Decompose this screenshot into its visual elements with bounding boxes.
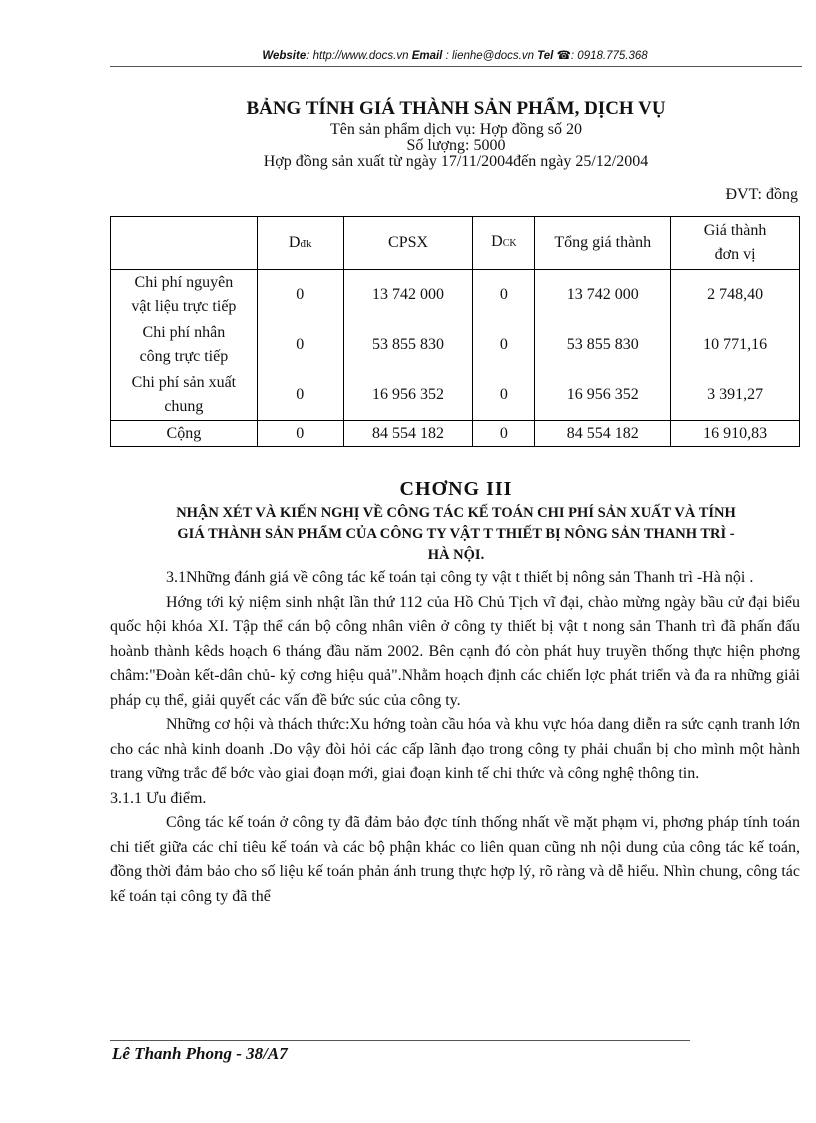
cell-cpsx: 53 855 830 xyxy=(343,320,473,370)
currency-unit: ĐVT: đồng xyxy=(725,186,798,203)
total-unit: 16 910,83 xyxy=(671,421,800,447)
total-total: 84 554 182 xyxy=(535,421,671,447)
row-label: Chi phí sản xuất chung xyxy=(111,370,258,421)
cell-total: 53 855 830 xyxy=(535,320,671,370)
phone-icon: ☎ xyxy=(556,50,571,62)
website-value[interactable]: : http://www.docs.vn xyxy=(306,50,409,62)
cell-total: 16 956 352 xyxy=(535,370,671,421)
header-divider xyxy=(110,66,802,67)
table-row xyxy=(111,370,800,421)
cell-dck: 0 xyxy=(473,370,535,421)
total-ddk: 0 xyxy=(257,421,343,447)
table-row xyxy=(111,270,800,321)
table-row xyxy=(111,320,800,370)
cell-total: 13 742 000 xyxy=(535,270,671,321)
cell-dck: 0 xyxy=(473,320,535,370)
tel-label: Tel xyxy=(537,50,554,62)
cell-cpsx: 13 742 000 xyxy=(343,270,473,321)
website-label: Website xyxy=(262,50,307,62)
product-name: Tên sản phẩm dịch vụ: Hợp đồng số 20 xyxy=(330,121,582,138)
paragraph: Hớng tới kỷ niệm sinh nhật lần thứ 112 của Hồ Chủ Tịch vĩ đại, chào mừng ngày bầu cử đại biểu quốc hội khóa XI. Tập thể cán bộ công nhân viên ở công ty thiết bị vật t nong sản Thanh trì đã phấn đấu hoànb thành kêds hoạch 6 tháng đầu năm 2002. Bên cạnh đó còn phát huy truyền thống thực hiện phơng châm:"Đoàn kết-dân chủ- kỷ cơng hiệu quả".Nhằm hoạch định các chiến lợc phát triển và đa ra những giải pháp cụ thể, giải quyết các vấn đề bức súc của công ty. xyxy=(110,593,800,709)
contract-period: Hợp đồng sản xuất từ ngày 17/11/2004đến ngày 25/12/2004 xyxy=(263,153,649,170)
email-label: Email xyxy=(411,50,443,62)
paragraph: Công tác kế toán ở công ty đã đảm bảo đợc tính thống nhất về mặt phạm vi, phơng pháp tính toán chi tiết giữa các chỉ tiêu kế toán và các bộ phận khác co liên quan cũng nh nội dung của công tác kế toán, đồng thời đảm bảo cho số liệu kế toán phản ánh trung thực hợp lý, rõ ràng và dễ hiểu. Nhìn chung, công tác kế toán tại công ty đã thể xyxy=(110,814,800,905)
total-dck: 0 xyxy=(473,421,535,447)
row-label: Chi phí nguyên vật liệu trực tiếp xyxy=(111,270,258,321)
cost-table xyxy=(110,216,800,447)
row-label: Chi phí nhân công trực tiếp xyxy=(111,320,258,370)
cell-ddk: 0 xyxy=(257,320,343,370)
page-header xyxy=(110,48,800,62)
cell-ddk: 0 xyxy=(257,270,343,321)
total-cpsx: 84 554 182 xyxy=(343,421,473,447)
header-d-start: Dđk xyxy=(257,217,343,270)
page-footer: Lê Thanh Phong - 38/A7 xyxy=(112,1044,288,1063)
chapter-title: CHƠNG III xyxy=(399,478,513,500)
section-heading: 3.1.1 Ưu điểm. xyxy=(110,789,207,807)
header-empty xyxy=(111,217,258,270)
table-title: BẢNG TÍNH GIÁ THÀNH SẢN PHẨM, DỊCH VỤ xyxy=(246,98,666,119)
tel-value: : 0918.775.368 xyxy=(570,50,648,62)
footer-divider xyxy=(110,1040,690,1041)
cell-ddk: 0 xyxy=(257,370,343,421)
header-total-cost: Tổng giá thành xyxy=(535,217,671,270)
paragraph: Những cơ hội và thách thức:Xu hớng toàn cầu hóa và khu vực hóa dang diễn ra sức cạnh tranh lớn cho các nhà kinh doanh .Do vậy đòi hỏi các cấp lãnh đạo trong công ty phải chuẩn bị cho mình một hành trang vững trắc để bớc vào giai đoạn mới, giai đoạn kinh tế chi thức và công nghệ thông tin. xyxy=(110,716,800,782)
cell-unit: 3 391,27 xyxy=(671,370,800,421)
quantity: Số lượng: 5000 xyxy=(406,137,506,154)
total-label: Cộng xyxy=(111,421,258,447)
table-header-row xyxy=(111,217,800,270)
chapter-subtitle: NHẬN XÉT VÀ KIẾN NGHỊ VỀ CÔNG TÁC KẾ TOÁN CHI PHÍ SẢN XUẤT VÀ TÍNH GIÁ THÀNH SẢN PHẨM CỦA CÔNG TY VẬT T THIẾT BỊ NÔNG SẢN THANH TRÌ - HÀ NỘI. xyxy=(176,505,736,563)
cell-cpsx: 16 956 352 xyxy=(343,370,473,421)
body-text xyxy=(110,566,800,909)
email-value[interactable]: : lienhe@docs.vn xyxy=(445,50,534,62)
cell-dck: 0 xyxy=(473,270,535,321)
header-d-end: DCK xyxy=(473,217,535,270)
cell-unit: 10 771,16 xyxy=(671,320,800,370)
header-unit-cost: Giá thành đơn vị xyxy=(671,217,800,270)
cell-unit: 2 748,40 xyxy=(671,270,800,321)
header-cpsx: CPSX xyxy=(343,217,473,270)
paragraph: 3.1Những đánh giá về công tác kế toán tại công ty vật t thiết bị nông sản Thanh trì -Hà nội . xyxy=(166,569,754,586)
table-total-row xyxy=(111,421,800,447)
